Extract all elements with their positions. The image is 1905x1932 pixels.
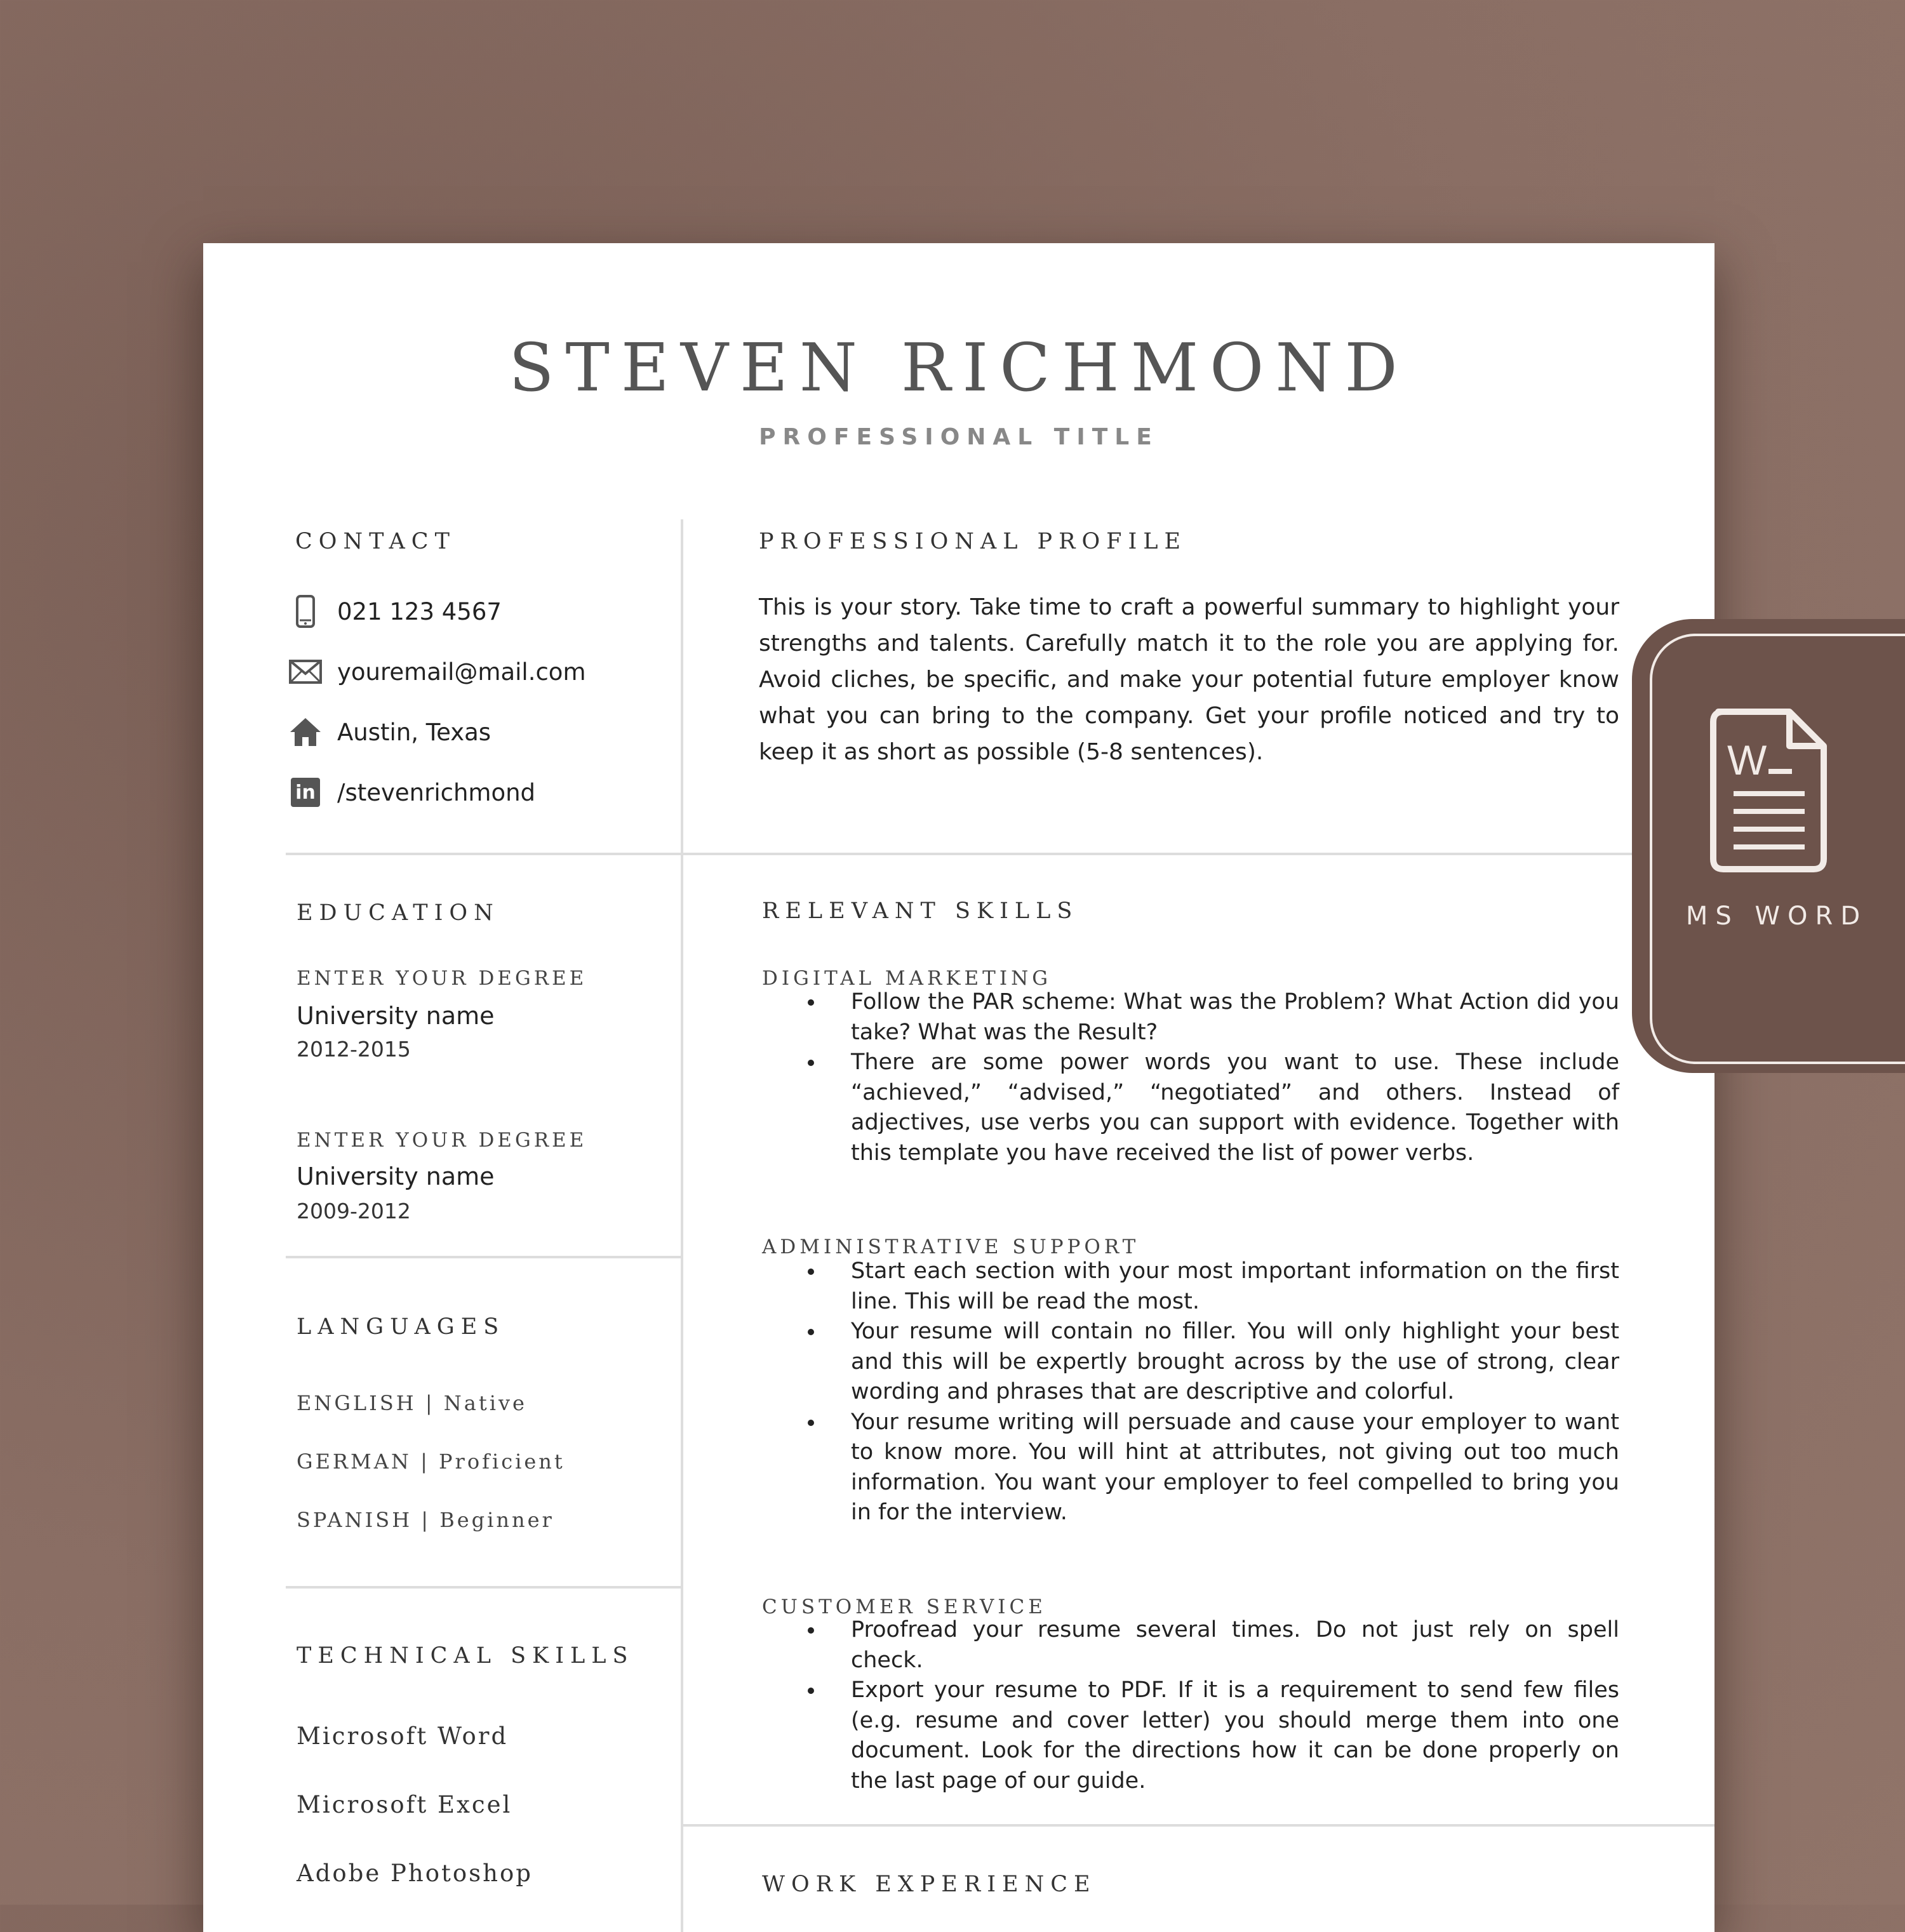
education-university: University name (297, 1002, 495, 1030)
education-years: 2012-2015 (297, 1037, 411, 1062)
skill-bullet: Your resume will contain no filler. You will only highlight your best and this will be expertly brought across by the use of strong, clear wording and phrases that are descriptive and colorful. (851, 1317, 1619, 1408)
phone-text: 021 123 4567 (337, 597, 502, 625)
education-heading: EDUCATION (297, 900, 500, 926)
technical-skill-item: Adobe Photoshop (297, 1860, 533, 1887)
languages-heading: LANGUAGES (297, 1314, 505, 1340)
divider-skills (683, 1824, 1714, 1827)
home-icon (289, 716, 322, 749)
skill-group-bullets (851, 1615, 1619, 1796)
skill-group-title: CUSTOMER SERVICE (762, 1596, 1046, 1618)
education-university: University name (297, 1163, 495, 1190)
divider-languages (286, 1586, 681, 1589)
linkedin-text: /stevenrichmond (337, 778, 536, 806)
work-experience-heading: WORK EXPERIENCE (762, 1872, 1097, 1897)
divider-contact (286, 853, 1714, 855)
skill-bullet: Your resume writing will persuade and cause your employer to want to know more. You will hint at attributes, not giving out too much information. You want your employer to feel compelled to bring you in for the interview. (851, 1408, 1619, 1528)
email-text: youremail@mail.com (337, 658, 586, 686)
skill-bullet: Start each section with your most important information on the first line. This will be read the most. (851, 1256, 1619, 1317)
professional-title: PROFESSIONAL TITLE (759, 424, 1159, 450)
contact-email (289, 653, 585, 691)
skill-bullet: Follow the PAR scheme: What was the Problem? What Action did you take? What was the Result? (851, 987, 1619, 1048)
education-degree: ENTER YOUR DEGREE (297, 967, 587, 990)
skill-group-title: DIGITAL MARKETING (762, 967, 1052, 990)
skill-bullet: There are some power words you want to use. These include “achieved,” “advised,” “negotiated” and others. Instead of adjectives, use verbs you can support with evidence. Together with this template you have received the list of power verbs. (851, 1048, 1619, 1168)
relevant-skills-heading: RELEVANT SKILLS (762, 898, 1079, 924)
contact-linkedin (289, 773, 535, 811)
skill-bullet: Export your resume to PDF. If it is a requirement to send few files (e.g. resume and cover letter) you should merge them into one document. Look for the directions how it can be done properly on the last page of our guide. (851, 1676, 1619, 1796)
skill-group-bullets (851, 987, 1619, 1168)
word-document-icon (1708, 708, 1829, 876)
skill-group-title: ADMINISTRATIVE SUPPORT (762, 1236, 1140, 1258)
profile-heading: PROFESSIONAL PROFILE (759, 529, 1187, 554)
word-icon-letter: W (1727, 736, 1767, 783)
technical-skill-item: Microsoft Excel (297, 1791, 512, 1818)
contact-location (289, 713, 491, 751)
location-text: Austin, Texas (337, 718, 491, 746)
technical-skill-item: Microsoft Word (297, 1722, 509, 1750)
profile-summary: This is your story. Take time to craft a powerful summary to highlight your strengths and talents. Carefully match it to the role you are applying for. Avoid cliches, be specific, and make your potential future employer know what you can bring to the company. Get your profile noticed and try to keep it as short as possible (5-8 sentences). (759, 594, 1619, 765)
language-item: ENGLISH | Native (297, 1391, 527, 1415)
mail-icon (289, 655, 322, 688)
ms-word-label: MS WORD (1685, 902, 1868, 931)
resume-page (203, 243, 1714, 1932)
language-item: GERMAN | Proficient (297, 1449, 565, 1474)
linkedin-icon (289, 776, 322, 809)
education-degree: ENTER YOUR DEGREE (297, 1129, 587, 1152)
contact-heading: CONTACT (295, 529, 456, 554)
skill-bullet: Proofread your resume several times. Do not just rely on spell check. (851, 1615, 1619, 1676)
linkedin-icon-glyph: in (291, 778, 320, 807)
language-item: SPANISH | Beginner (297, 1508, 554, 1532)
divider-education (286, 1256, 681, 1258)
contact-phone (289, 592, 502, 630)
education-years: 2009-2012 (297, 1199, 411, 1223)
column-divider (681, 519, 683, 1932)
technical-skills-heading: TECHNICAL SKILLS (297, 1643, 634, 1669)
resume-name: STEVEN RICHMOND (509, 329, 1409, 406)
skill-group-bullets (851, 1256, 1619, 1528)
phone-icon (289, 595, 322, 628)
